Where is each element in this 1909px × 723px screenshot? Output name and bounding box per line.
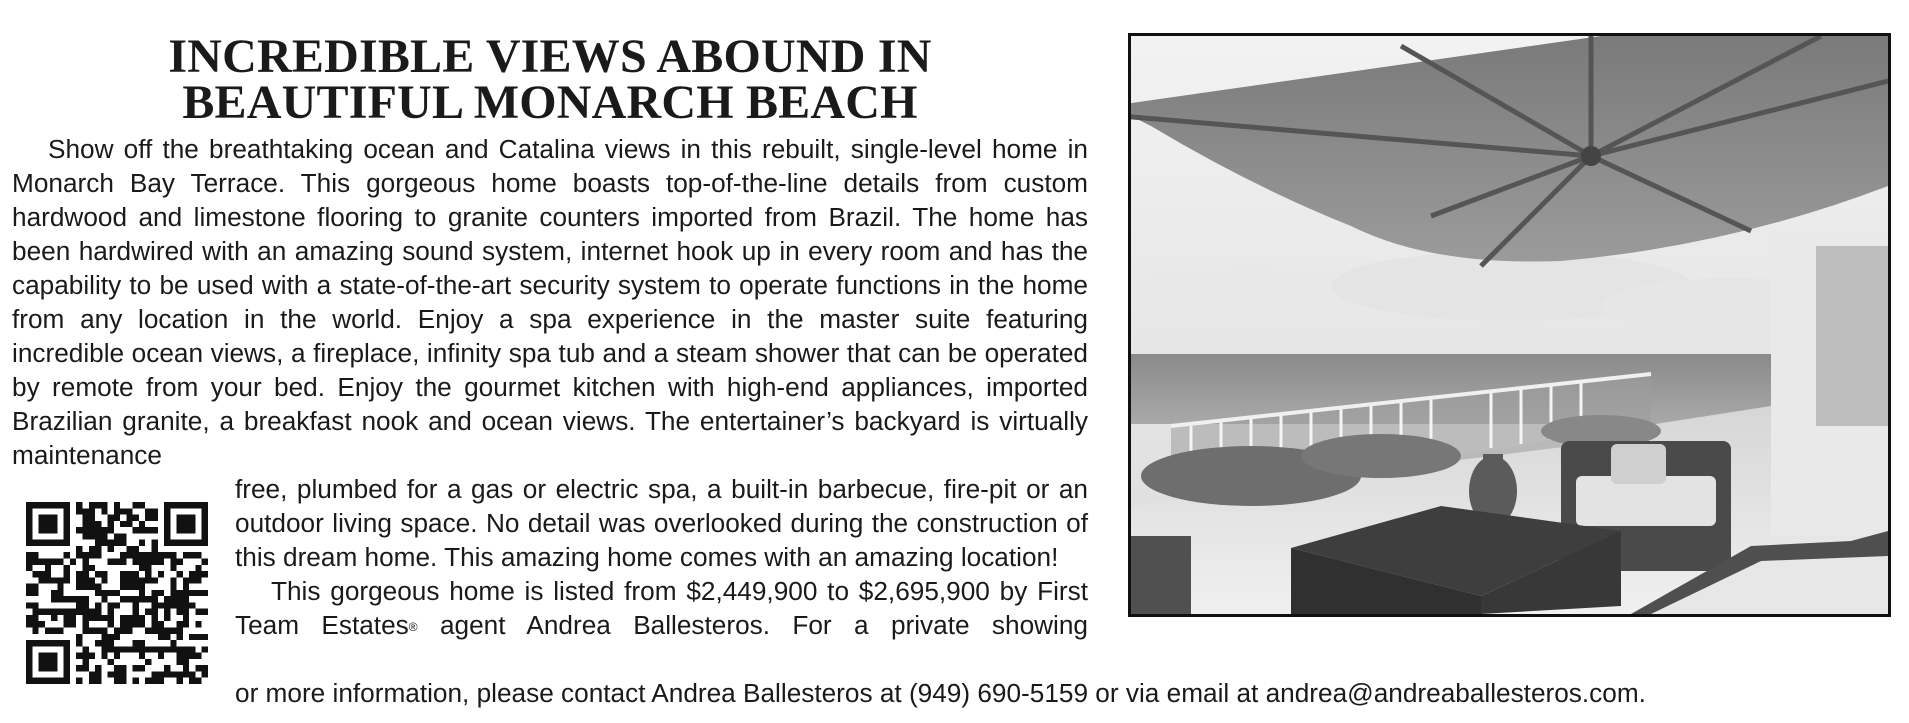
qr-code-icon — [26, 502, 208, 684]
paragraph-2-text-a: This gorgeous home is listed from $2,449,900 to $2,695,900 by First Team Estates — [235, 576, 1088, 640]
patio-photo-illustration — [1131, 36, 1888, 614]
article-body-wide — [12, 132, 1088, 472]
paragraph-1-text: Show off the breathtaking ocean and Catalina views in this rebuilt, single-level home in Monarch Bay Terrace. This gorgeous home boasts top-of-the-line details from custom hardwood and limestone flooring to granite counters imported from Brazil. The home has been hardwired with an amazing sound system, internet hook up in every room and has the capability to be used with a state-of-the-art security system to operate functions in the home from any location in the world. Enjoy a spa experience in the master suite featuring incredible ocean views, a fireplace, infinity spa tub and a steam shower that can be operated by remote from your bed. Enjoy the gourmet kitchen with high-end appliances, imported Brazilian granite, a breakfast nook and ocean views. The entertainer’s backyard is virtually maintenance — [12, 134, 1088, 470]
paragraph-1-continued-text: free, plumbed for a gas or electric spa, a built-in barbecue, fire-pit or an outdoor living space. No detail was overlooked during the construction of this dream home. This amazing home comes with an amazing location! — [235, 474, 1088, 572]
paragraph-1-continued — [235, 472, 1088, 574]
contact-line: or more information, please contact Andrea Ballesteros at (949) 690-5159 or via email at andrea@andreaballesteros.com. — [235, 678, 1646, 708]
headline-line-2: BEAUTIFUL MONARCH BEACH — [182, 76, 918, 129]
registered-mark: ® — [408, 620, 418, 634]
paragraph-2-text-b: agent Andrea Ballesteros. For a private showing — [417, 610, 1088, 640]
paragraph-1-wide — [12, 132, 1088, 472]
headline — [10, 30, 1090, 129]
article-body-narrow — [235, 472, 1088, 642]
headline-line-1: INCREDIBLE VIEWS ABOUND IN — [168, 30, 932, 83]
paragraph-2 — [235, 574, 1088, 642]
patio-photo — [1128, 33, 1891, 617]
